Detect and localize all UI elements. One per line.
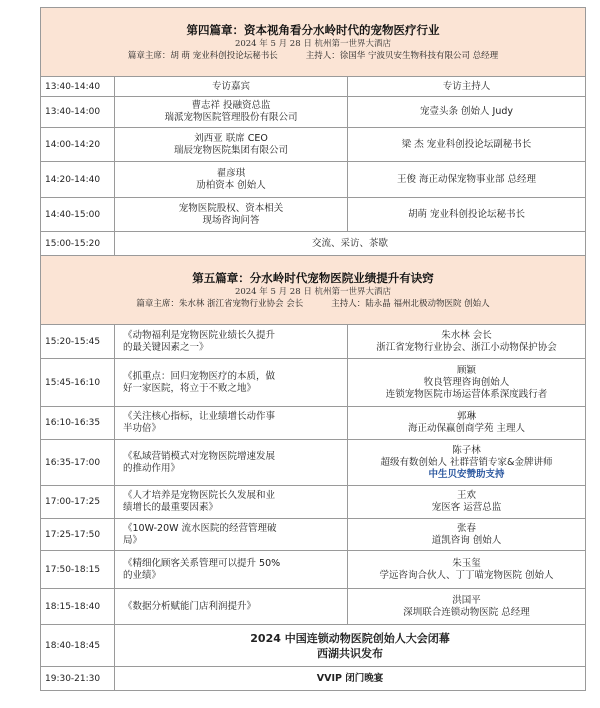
interviewer-header: 专访主持人: [348, 77, 586, 97]
host-line: 宠壹头条 创始人 Judy: [419, 106, 513, 117]
closing-cell: [115, 625, 586, 667]
section5-host: 主持人：陆永晶 福州北极动物医院 创始人: [331, 299, 490, 309]
time-cell: 14:00-14:20: [41, 128, 115, 162]
speaker-line: 连锁宠物医院市场运营体系深度践行者: [385, 388, 548, 400]
table-row: [41, 589, 586, 625]
topic-cell: [115, 486, 348, 519]
section4-header: [41, 8, 586, 77]
topic-line: 的业绩》: [123, 569, 162, 581]
topic-cell: [115, 359, 348, 407]
topic-line: 《人才培养是宠物医院长久发展和业: [123, 490, 276, 501]
speaker-line: 陈子林: [452, 444, 481, 456]
table-row: [41, 359, 586, 407]
time-cell: 13:40-14:00: [41, 97, 115, 128]
host-line: 胡萌 宠业科创投论坛秘书长: [407, 208, 526, 220]
speaker-line: 朱玉玺: [452, 557, 481, 569]
table-row: [41, 198, 586, 232]
time-cell: 18:15-18:40: [41, 589, 115, 625]
time-cell: 16:35-17:00: [41, 440, 115, 486]
topic-line: 局》: [123, 534, 143, 546]
topic-line: 的推动作用》: [123, 462, 181, 474]
section4-header-row: [41, 8, 586, 77]
dinner-cell: VVIP 闭门晚宴: [115, 667, 586, 691]
table-row: [41, 667, 586, 691]
guest-line: 现场咨询问答: [202, 214, 260, 226]
guest-line: 劢柏资本 创始人: [196, 179, 266, 191]
speaker-cell: [348, 359, 586, 407]
table-row: [41, 625, 586, 667]
table-row: [41, 128, 586, 162]
time-cell: 15:20-15:45: [41, 325, 115, 359]
section4-date-venue: 2024 年 5 月 28 日 杭州第一世界大酒店: [234, 39, 392, 49]
topic-cell: [115, 551, 348, 589]
speaker-line: 海正动保赢创商学苑 主理人: [407, 423, 526, 434]
topic-line: 《数据分析赋能门店利润提升》: [123, 600, 257, 612]
table-row: [41, 325, 586, 359]
host-line: 王俊 海正动保宠物事业部 总经理: [396, 173, 537, 185]
speaker-line: 超级有数创始人 社群营销专家&金牌讲师: [380, 456, 553, 468]
speaker-line: 洪国平: [452, 594, 481, 606]
speaker-cell: [348, 551, 586, 589]
topic-line: 《关注核心指标，让业绩增长动作事: [123, 411, 276, 422]
speaker-line: 牧良管理咨询创始人: [423, 376, 510, 388]
table-row: [41, 97, 586, 128]
speaker-line: 郭琳: [456, 411, 476, 422]
topic-cell: [115, 440, 348, 486]
agenda-sheet: [40, 7, 585, 691]
guest-cell: [115, 162, 348, 198]
speaker-line: 宠医客 运营总监: [431, 502, 502, 513]
guest-line: 瑞派宠物医院管理股份有限公司: [164, 112, 298, 123]
guest-line: 曹志祥 投融资总监: [191, 100, 271, 111]
agenda-table: [40, 7, 586, 691]
closing-subtitle: 西湖共识发布: [317, 646, 383, 660]
speaker-line: 顾颖: [456, 364, 476, 376]
section5-header-row: [41, 256, 586, 325]
time-cell: 15:00-15:20: [41, 232, 115, 256]
table-row: [41, 551, 586, 589]
topic-line: 绩增长的最重要因素》: [123, 502, 219, 513]
speaker-cell: [348, 440, 586, 486]
guest-line: 翟彦琪: [216, 167, 246, 179]
speaker-cell: [348, 486, 586, 519]
table-row: [41, 519, 586, 551]
section4-chair: 篇章主席：胡 萌 宠业科创投论坛秘书长: [127, 51, 278, 61]
time-cell: 16:10-16:35: [41, 407, 115, 440]
host-cell: [348, 198, 586, 232]
section5-header: [41, 256, 586, 325]
host-cell: [348, 97, 586, 128]
host-cell: [348, 162, 586, 198]
guest-cell: [115, 128, 348, 162]
table-row: [41, 440, 586, 486]
topic-line: 《10W-20W 流水医院的经营管理破: [123, 522, 277, 534]
speaker-cell: [348, 519, 586, 551]
guest-line: 刘西亚 联席 CEO: [194, 132, 268, 144]
topic-line: 《私域营销模式对宠物医院增速发展: [123, 450, 276, 462]
topic-line: 《抓重点：回归宠物医疗的本质，做: [123, 370, 276, 382]
time-cell: 17:50-18:15: [41, 551, 115, 589]
time-cell: 19:30-21:30: [41, 667, 115, 691]
section4-host: 主持人：徐国华 宁波贝安生物科技有限公司 总经理: [305, 51, 499, 61]
table-row: [41, 486, 586, 519]
table-row: [41, 232, 586, 256]
topic-cell: [115, 589, 348, 625]
topic-cell: [115, 519, 348, 551]
topic-line: 《动物福利是宠物医院业绩长久提升: [123, 329, 276, 341]
host-cell: [348, 128, 586, 162]
section5-chair: 篇章主席：朱水林 浙江省宠物行业协会 会长: [136, 299, 304, 309]
closing-title: 2024 中国连锁动物医院创始人大会闭幕: [250, 631, 450, 645]
speaker-line: 道凯咨询 创始人: [431, 534, 502, 546]
topic-line: 好一家医院，将立于不败之地》: [123, 382, 257, 394]
topic-line: 《精细化顾客关系管理可以提升 50%: [123, 557, 281, 569]
host-line: 梁 杰 宠业科创投论坛副秘书长: [401, 138, 532, 150]
speaker-line: 王欢: [456, 490, 476, 501]
time-cell: 18:40-18:45: [41, 625, 115, 667]
time-cell: 14:40-15:00: [41, 198, 115, 232]
topic-line: 的最关键因素之一》: [123, 341, 209, 353]
time-cell: 14:20-14:40: [41, 162, 115, 198]
speaker-cell: [348, 589, 586, 625]
section5-date-venue: 2024 年 5 月 28 日 杭州第一世界大酒店: [234, 287, 392, 297]
time-cell: 17:00-17:25: [41, 486, 115, 519]
guest-line: 瑞辰宠物医院集团有限公司: [173, 144, 288, 156]
guest-cell: [115, 198, 348, 232]
guest-line: 宠物医院股权、资本相关: [178, 202, 284, 214]
speaker-cell: [348, 325, 586, 359]
table-row: [41, 162, 586, 198]
speaker-cell: [348, 407, 586, 440]
topic-line: 半功倍》: [123, 423, 162, 434]
speaker-line: 张春: [456, 522, 476, 534]
table-row: [41, 77, 586, 97]
sponsor-note: 中生贝安赞助支持: [428, 468, 505, 480]
break-cell: 交流、采访、茶歇: [115, 232, 586, 256]
speaker-line: 朱水林 会长: [441, 329, 492, 341]
topic-cell: [115, 325, 348, 359]
time-cell: 15:45-16:10: [41, 359, 115, 407]
time-cell: 13:40-14:40: [41, 77, 115, 97]
speaker-line: 浙江省宠物行业协会、浙江小动物保护协会: [376, 341, 557, 353]
interviewee-header: 专访嘉宾: [115, 77, 348, 97]
table-row: [41, 407, 586, 440]
speaker-line: 深圳联合连锁动物医院 总经理: [403, 606, 530, 618]
section4-title: 第四篇章：资本视角看分水岭时代的宠物医疗行业: [186, 23, 440, 37]
section5-title: 第五篇章：分水岭时代宠物医院业绩提升有诀窍: [192, 271, 434, 285]
guest-cell: [115, 97, 348, 128]
speaker-line: 学远咨询合伙人、丁丁喵宠物医院 创始人: [379, 569, 554, 581]
topic-cell: [115, 407, 348, 440]
time-cell: 17:25-17:50: [41, 519, 115, 551]
